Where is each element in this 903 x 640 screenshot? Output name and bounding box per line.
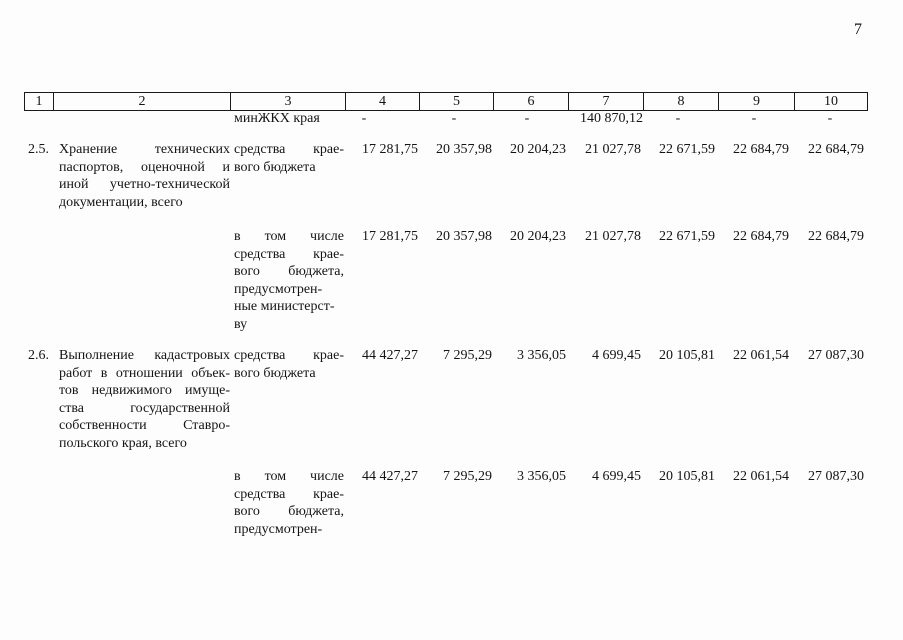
value-cell: 17 281,75 xyxy=(362,229,418,244)
value-cell: 22 061,54 xyxy=(733,469,789,484)
funding-source-line: в том числе xyxy=(234,469,344,484)
source-label: минЖКХ края xyxy=(234,111,320,126)
value-cell: - xyxy=(361,111,367,126)
value-cell: 17 281,75 xyxy=(362,142,418,157)
value-cell: 44 427,27 xyxy=(362,348,418,363)
funding-source-line: средства крае- xyxy=(234,486,344,502)
value-cell: 22 684,79 xyxy=(808,142,864,157)
funding-source-line: предусмотрен- xyxy=(234,281,323,297)
funding-source-line: вого бюджета xyxy=(234,159,316,175)
item-name-line: документации, всего xyxy=(59,194,183,210)
value-cell: 22 671,59 xyxy=(659,229,715,244)
item-name-line: собственности Ставро- xyxy=(59,418,230,433)
funding-source-line: в том числе xyxy=(234,229,344,244)
value-cell: 20 105,81 xyxy=(659,348,715,363)
item-name-line: работ в отношении объек- xyxy=(59,365,230,381)
item-name-line: Хранение технических xyxy=(59,142,230,157)
value-cell: 20 105,81 xyxy=(659,469,715,484)
value-cell: - xyxy=(451,111,457,126)
value-cell: 22 684,79 xyxy=(808,229,864,244)
page-number: 7 xyxy=(854,21,862,38)
item-name xyxy=(59,347,230,452)
value-cell: 20 204,23 xyxy=(510,142,566,157)
funding-source xyxy=(234,347,344,382)
funding-source-line: вого бюджета xyxy=(234,365,316,381)
value-cell: 7 295,29 xyxy=(443,348,492,363)
funding-source-line: вого бюджета, xyxy=(234,264,344,279)
funding-source xyxy=(234,141,344,176)
header-col-5: 5 xyxy=(420,93,494,111)
value-cell: 21 027,78 xyxy=(585,229,641,244)
funding-source xyxy=(234,228,344,333)
header-col-3: 3 xyxy=(231,93,346,111)
funding-source xyxy=(234,468,344,538)
value-cell: 22 061,54 xyxy=(733,348,789,363)
value-cell: 21 027,78 xyxy=(585,142,641,157)
value-cell: 44 427,27 xyxy=(362,469,418,484)
item-name-line: тов недвижимого имуще- xyxy=(59,383,230,398)
funding-source-line: ву xyxy=(234,316,248,332)
header-col-10: 10 xyxy=(795,93,868,111)
row-number: 2.6. xyxy=(28,348,49,363)
value-cell: 20 357,98 xyxy=(436,142,492,157)
item-name-line: паспортов, оценочной и xyxy=(59,159,230,175)
value-cell: 27 087,30 xyxy=(808,469,864,484)
funding-source-line: предусмотрен- xyxy=(234,521,323,537)
value-cell: 20 357,98 xyxy=(436,229,492,244)
item-name-line: иной учетно-технической xyxy=(59,177,230,192)
value-cell: 4 699,45 xyxy=(592,348,641,363)
header-col-8: 8 xyxy=(644,93,719,111)
value-cell: 27 087,30 xyxy=(808,348,864,363)
header-col-7: 7 xyxy=(569,93,644,111)
value-cell: 22 671,59 xyxy=(659,142,715,157)
header-col-2: 2 xyxy=(54,93,231,111)
row-number: 2.5. xyxy=(28,142,49,157)
value-cell: 4 699,45 xyxy=(592,469,641,484)
item-name-line: Выполнение кадастровых xyxy=(59,348,230,363)
value-cell: 22 684,79 xyxy=(733,229,789,244)
value-cell: 140 870,12 xyxy=(580,111,643,126)
funding-source-line: средства крае- xyxy=(234,142,344,157)
header-col-1: 1 xyxy=(25,93,54,111)
value-cell: 22 684,79 xyxy=(733,142,789,157)
value-cell: - xyxy=(827,111,833,126)
value-cell: 3 356,05 xyxy=(517,348,566,363)
item-name xyxy=(59,141,230,211)
value-cell: 20 204,23 xyxy=(510,229,566,244)
value-cell: - xyxy=(751,111,757,126)
header-col-4: 4 xyxy=(346,93,420,111)
item-name-line: польского края, всего xyxy=(59,435,187,451)
value-cell: 3 356,05 xyxy=(517,469,566,484)
header-col-9: 9 xyxy=(719,93,795,111)
value-cell: - xyxy=(675,111,681,126)
column-number-header xyxy=(24,92,868,111)
value-cell: 7 295,29 xyxy=(443,469,492,484)
funding-source-line: вого бюджета, xyxy=(234,504,344,519)
funding-source-line: средства крае- xyxy=(234,246,344,262)
funding-source-line: средства крае- xyxy=(234,348,344,363)
funding-source-line: ные министерст- xyxy=(234,299,335,314)
item-name-line: ства государственной xyxy=(59,400,230,416)
header-col-6: 6 xyxy=(494,93,569,111)
value-cell: - xyxy=(524,111,530,126)
